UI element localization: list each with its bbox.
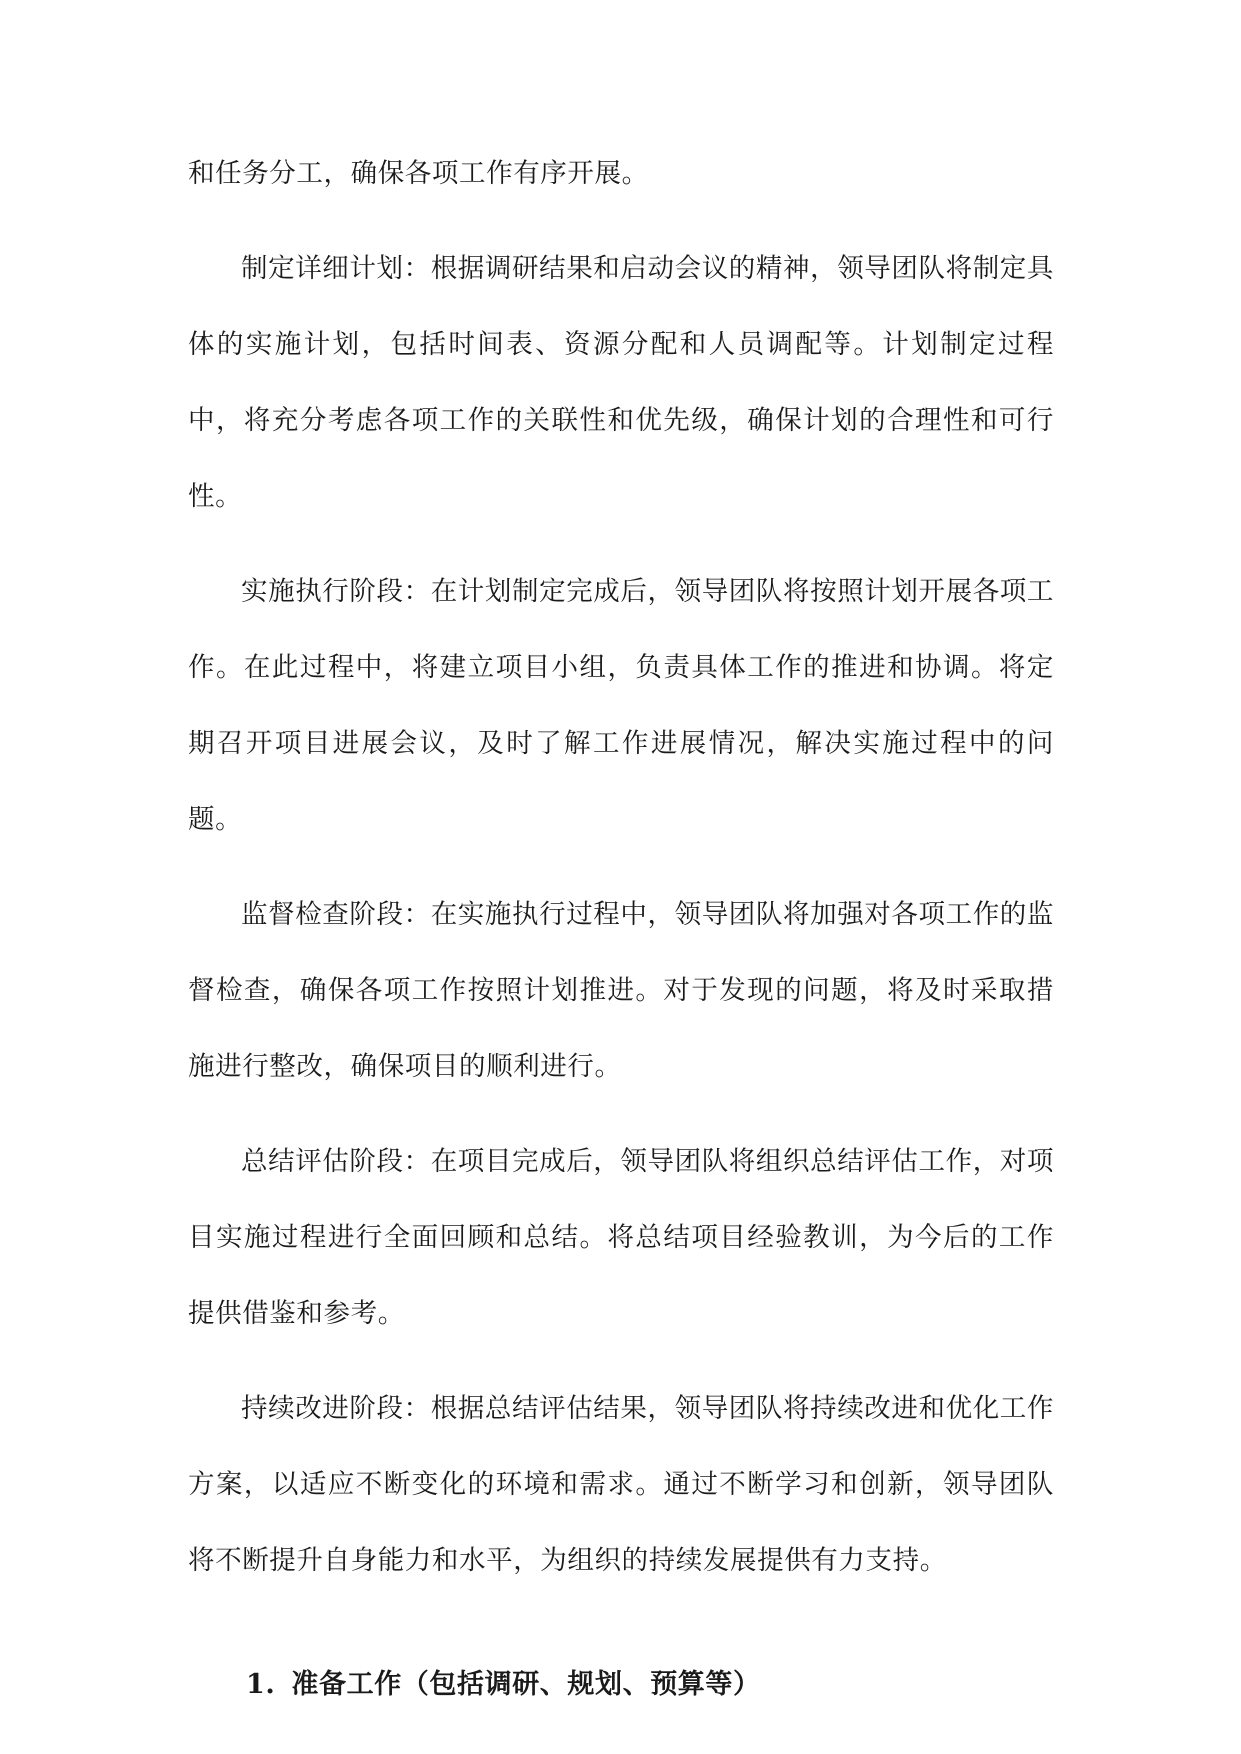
paragraph-continuation: 和任务分工，确保各项工作有序开展。	[188, 158, 649, 189]
paragraph-implementation-stage: 实施执行阶段：在计划制定完成后，领导团队将按照计划开展各项工作。在此过程中，将建立项目小组，负责具体工作的推进和协调。将定期召开项目进展会议，及时了解工作进展情况，解决实施过程中的问题。	[188, 576, 1054, 835]
paragraph-detailed-plan: 制定详细计划：根据调研结果和启动会议的精神，领导团队将制定具体的实施计划，包括时间表、资源分配和人员调配等。计划制定过程中，将充分考虑各项工作的关联性和优先级，确保计划的合理性和可行性。	[188, 253, 1054, 512]
section-heading	[188, 1655, 1054, 1715]
section-heading-number: 1.	[246, 1669, 276, 1700]
paragraph-evaluation-stage: 总结评估阶段：在项目完成后，领导团队将组织总结评估工作，对项目实施过程进行全面回顾和总结。将总结项目经验教训，为今后的工作提供借鉴和参考。	[188, 1146, 1054, 1329]
paragraph-supervision-stage: 监督检查阶段：在实施执行过程中，领导团队将加强对各项工作的监督检查，确保各项工作按照计划推进。对于发现的问题，将及时采取措施进行整改，确保项目的顺利进行。	[188, 899, 1054, 1082]
document-page	[188, 136, 1054, 1715]
paragraph-improvement-stage: 持续改进阶段：根据总结评估结果，领导团队将持续改进和优化工作方案，以适应不断变化的环境和需求。通过不断学习和创新，领导团队将不断提升自身能力和水平，为组织的持续发展提供有力支持。	[188, 1393, 1054, 1576]
section-heading-text: 准备工作（包括调研、规划、预算等）	[291, 1669, 761, 1700]
